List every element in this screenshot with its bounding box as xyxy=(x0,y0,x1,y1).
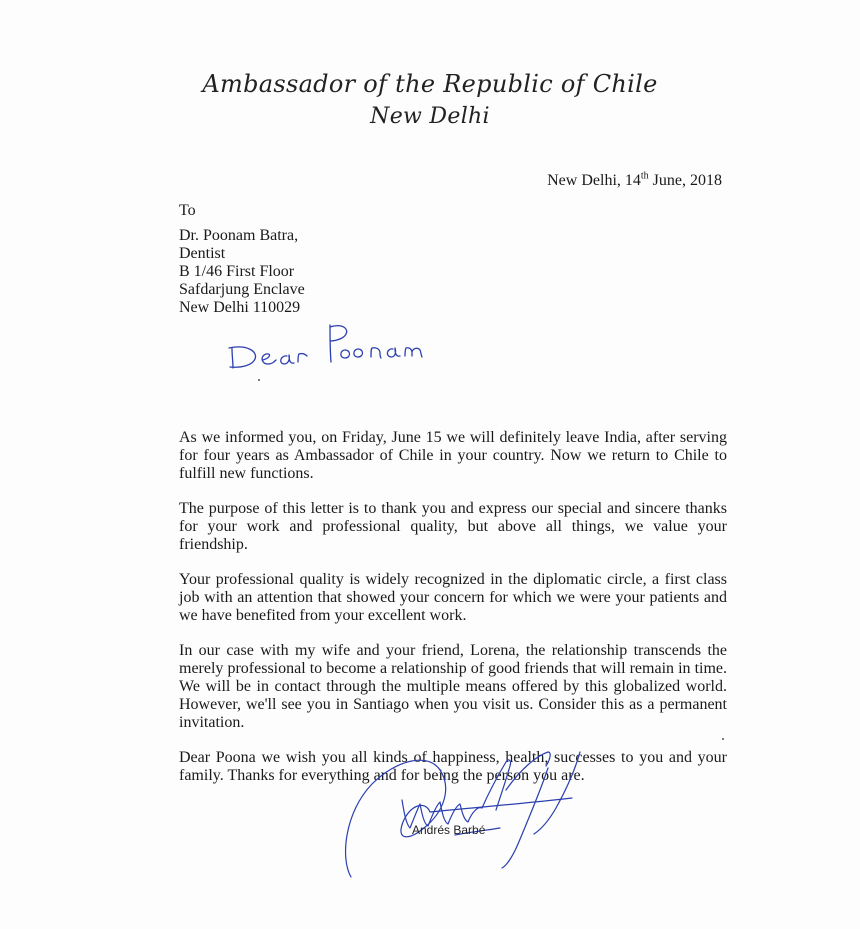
letter-date xyxy=(547,172,722,190)
body-paragraph: Dear Poona we wish you all kinds of happiness, health, successes to you and your family. Thanks for everything and for being the person you are. xyxy=(179,749,727,784)
address-line: Dentist xyxy=(179,245,226,262)
to-label: To xyxy=(179,202,196,219)
signer-name: Andrés Barbé xyxy=(412,823,486,837)
address-line: B 1/46 First Floor xyxy=(179,263,295,280)
address-line: Dr. Poonam Batra, xyxy=(179,227,299,244)
letter-body xyxy=(179,429,727,802)
date-rest: June, 2018 xyxy=(648,172,722,189)
body-paragraph: As we informed you, on Friday, June 15 we will definitely leave India, after serving for four years as Ambassador of Chile in your country. Now we return to Chile to fulfill new functions. xyxy=(179,429,727,482)
letterhead-title: Ambassador of the Republic of Chile xyxy=(202,70,658,98)
date-ordinal: th xyxy=(640,170,649,182)
letterhead-city: New Delhi xyxy=(370,104,490,129)
paper-speck xyxy=(258,379,260,381)
body-paragraph: The purpose of this letter is to thank you and express our special and sincere thanks for your work and professional quality, but above all things, we value your friendship. xyxy=(179,500,727,553)
recipient-address xyxy=(179,227,305,317)
body-paragraph: In our case with my wife and your friend, Lorena, the relationship transcends the merely professional to become a relationship of good friends that will remain in time. We will be in contact through the multiple means offered by this globalized world. However, we'll see you in Santiago when you visit us. Consider this as a permanent invitation. xyxy=(179,642,727,731)
address-line: New Delhi 110029 xyxy=(179,299,301,316)
address-line: Safdarjung Enclave xyxy=(179,281,305,298)
date-prefix: New Delhi, 14 xyxy=(547,172,641,189)
body-paragraph: Your professional quality is widely recognized in the diplomatic circle, a first class job with an attention that showed your concern for which we were your patients and we have benefited from your excellent work. xyxy=(179,571,727,624)
